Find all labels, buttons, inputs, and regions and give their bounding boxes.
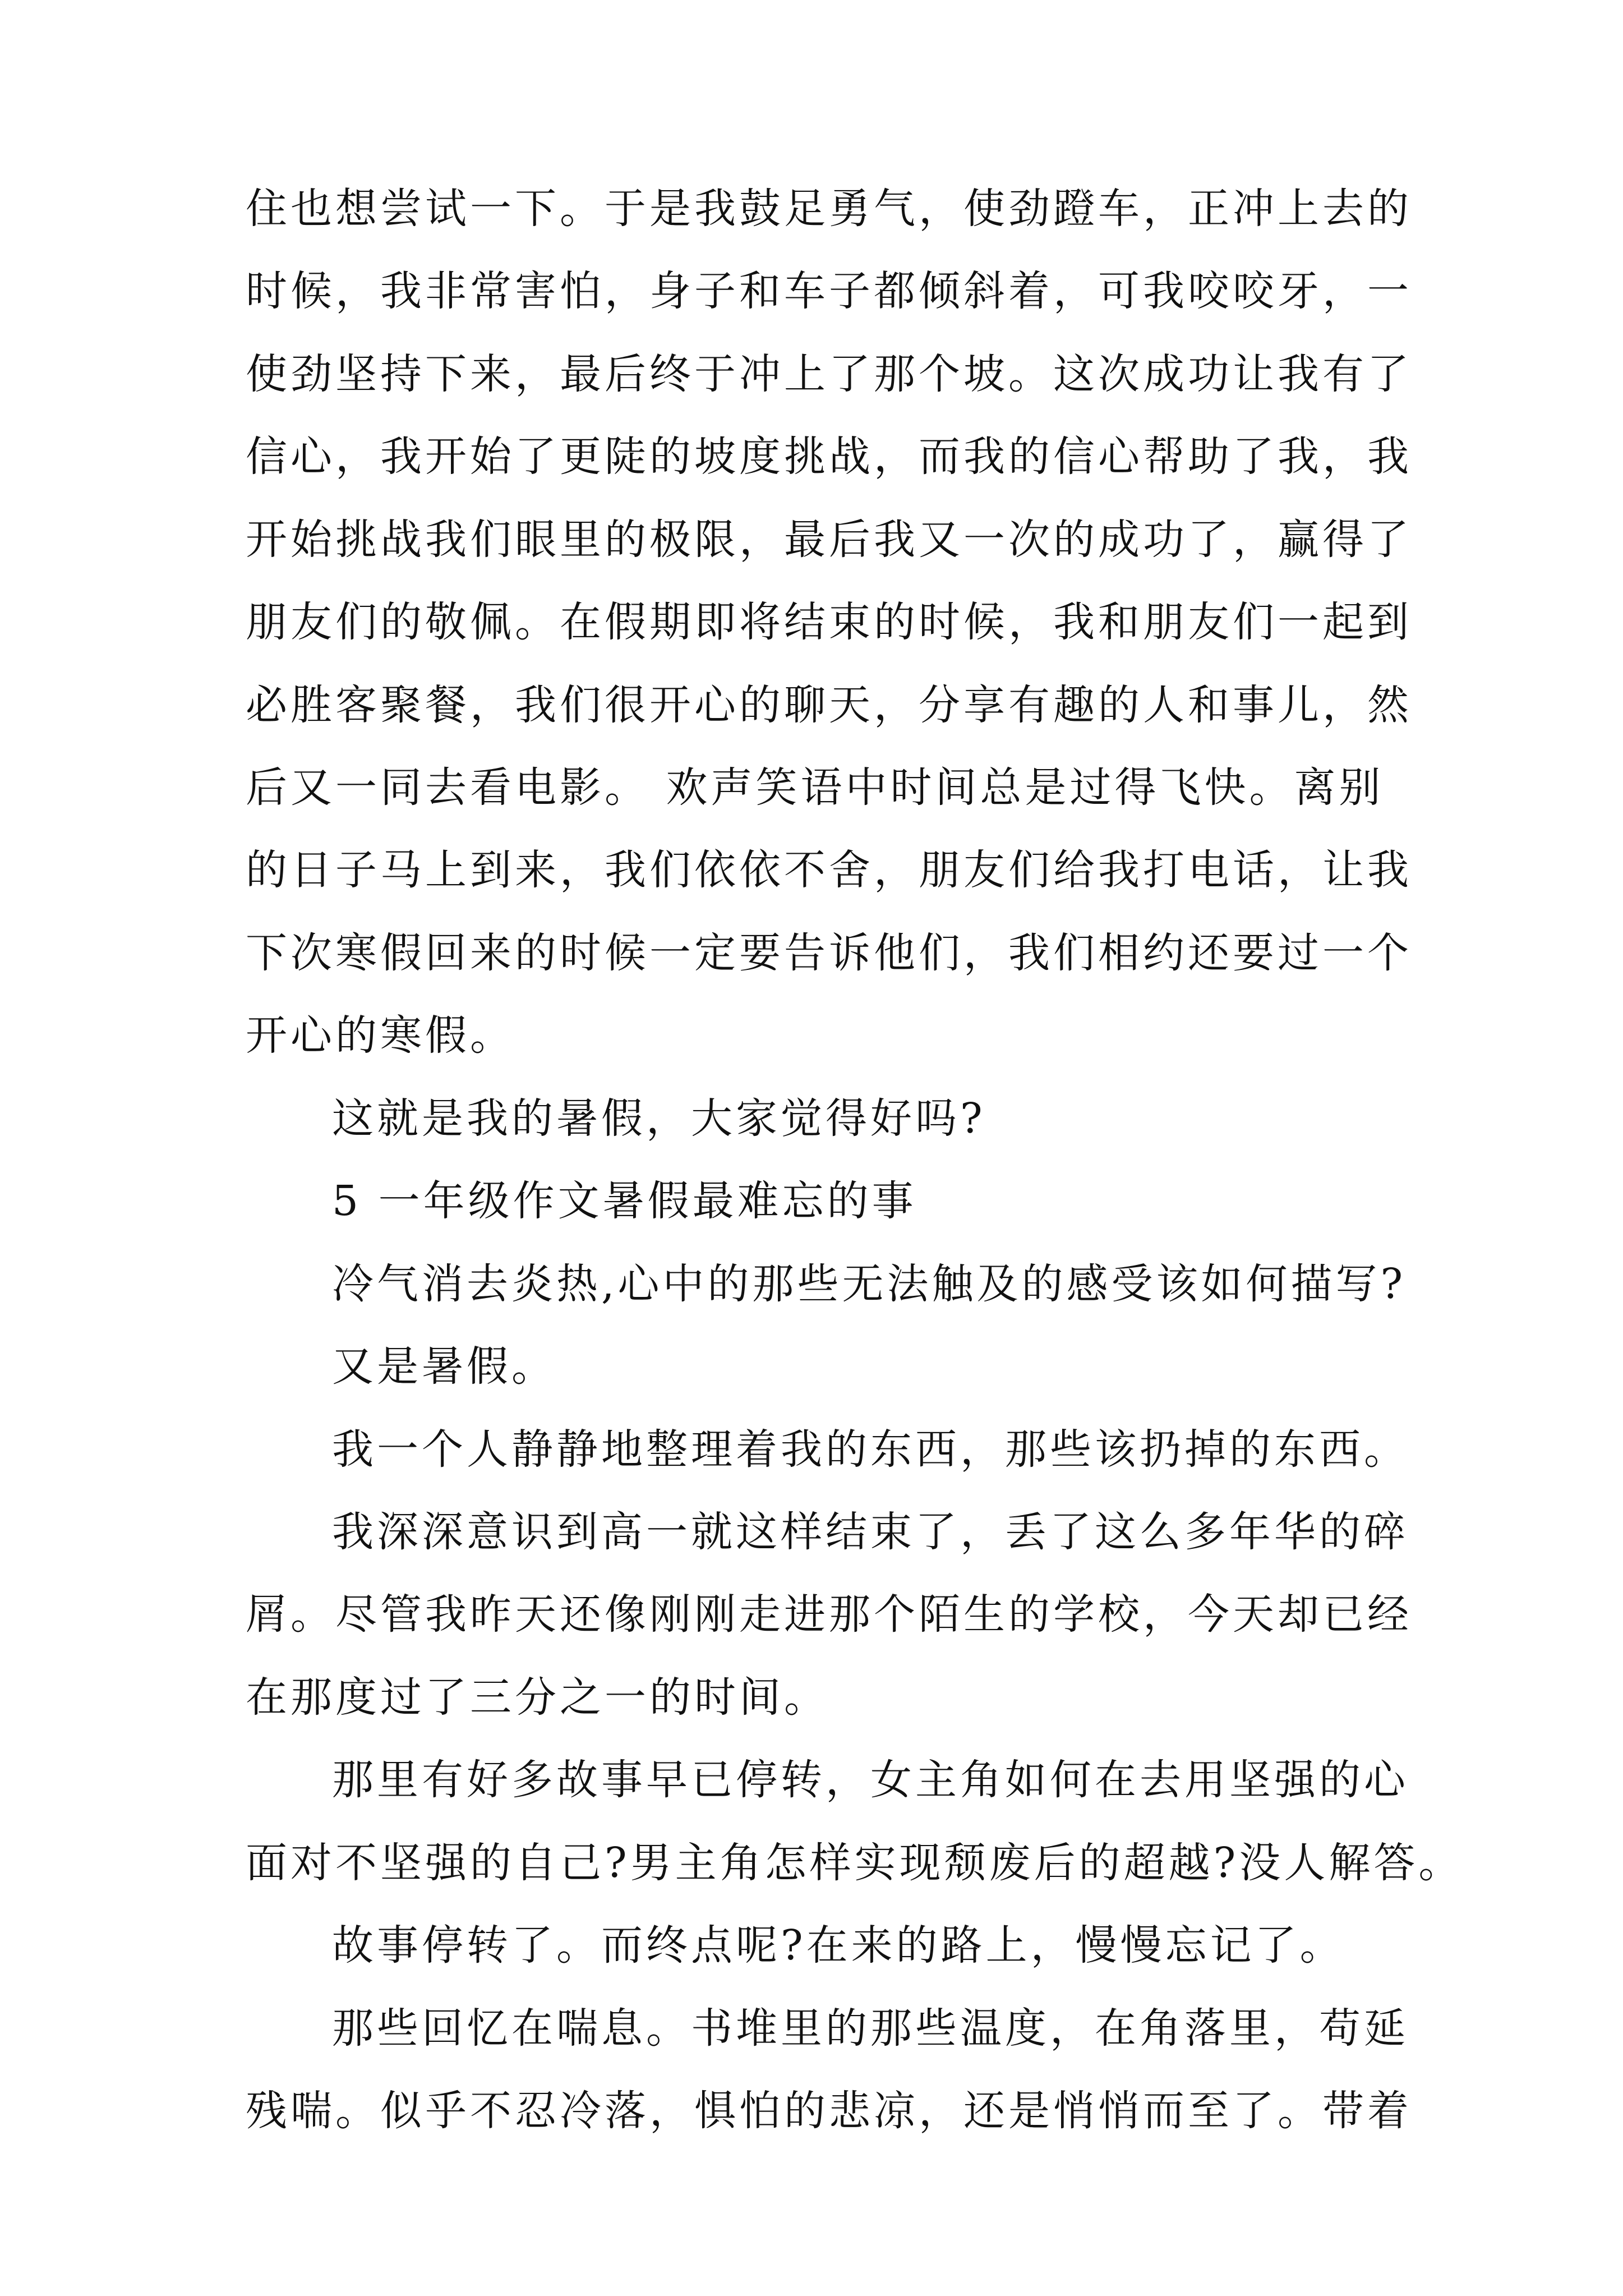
text-line: 这就是我的暑假，大家觉得好吗?	[332, 1094, 986, 1143]
text-line: 朋友们的敬佩。在假期即将结束的时候，我和朋友们一起到	[246, 598, 1412, 646]
text-line: 我深深意识到高一就这样结束了，丢了这么多年华的碎	[332, 1508, 1409, 1556]
text-line: 后又一同去看电影。 欢声笑语中时间总是过得飞快。离别	[246, 763, 1384, 812]
text-line: 住也想尝试一下。于是我鼓足勇气，使劲蹬车，正冲上去的	[246, 185, 1412, 233]
text-line: 那里有好多故事早已停转，女主角如何在去用坚强的心	[332, 1756, 1409, 1804]
text-line: 面对不坚强的自己?男主角怎样实现颓废后的超越?没人解答。	[246, 1839, 1464, 1887]
text-line: 又是暑假。	[332, 1342, 556, 1391]
text-line: 信心，我开始了更陡的坡度挑战，而我的信心帮助了我，我	[246, 432, 1412, 481]
text-line: 故事停转了。而终点呢?在来的路上，慢慢忘记了。	[332, 1921, 1345, 1970]
text-line: 使劲坚持下来，最后终于冲上了那个坡。这次成功让我有了	[246, 350, 1412, 398]
section-heading: 5 一年级作文暑假最难忘的事	[332, 1177, 917, 1225]
text-line: 开心的寒假。	[246, 1011, 515, 1060]
text-line: 我一个人静静地整理着我的东西，那些该扔掉的东西。	[332, 1425, 1409, 1474]
text-line: 开始挑战我们眼里的极限，最后我又一次的成功了，赢得了	[246, 516, 1412, 564]
text-line: 必胜客聚餐，我们很开心的聊天，分享有趣的人和事儿，然	[246, 681, 1412, 729]
text-line: 的日子马上到来，我们依依不舍，朋友们给我打电话，让我	[246, 846, 1412, 894]
text-line: 下次寒假回来的时候一定要告诉他们，我们相约还要过一个	[246, 929, 1412, 977]
text-line: 那些回忆在喘息。书堆里的那些温度，在角落里，苟延	[332, 2004, 1409, 2053]
text-line: 残喘。似乎不忍冷落，惧怕的悲凉，还是悄悄而至了。带着	[246, 2087, 1412, 2135]
text-line: 在那度过了三分之一的时间。	[246, 1673, 829, 1722]
text-line: 冷气消去炎热,心中的那些无法触及的感受该如何描写?	[332, 1260, 1407, 1308]
text-line: 时候，我非常害怕，身子和车子都倾斜着，可我咬咬牙，一	[246, 267, 1412, 315]
text-line: 屑。尽管我昨天还像刚刚走进那个陌生的学校，今天却已经	[246, 1590, 1412, 1639]
